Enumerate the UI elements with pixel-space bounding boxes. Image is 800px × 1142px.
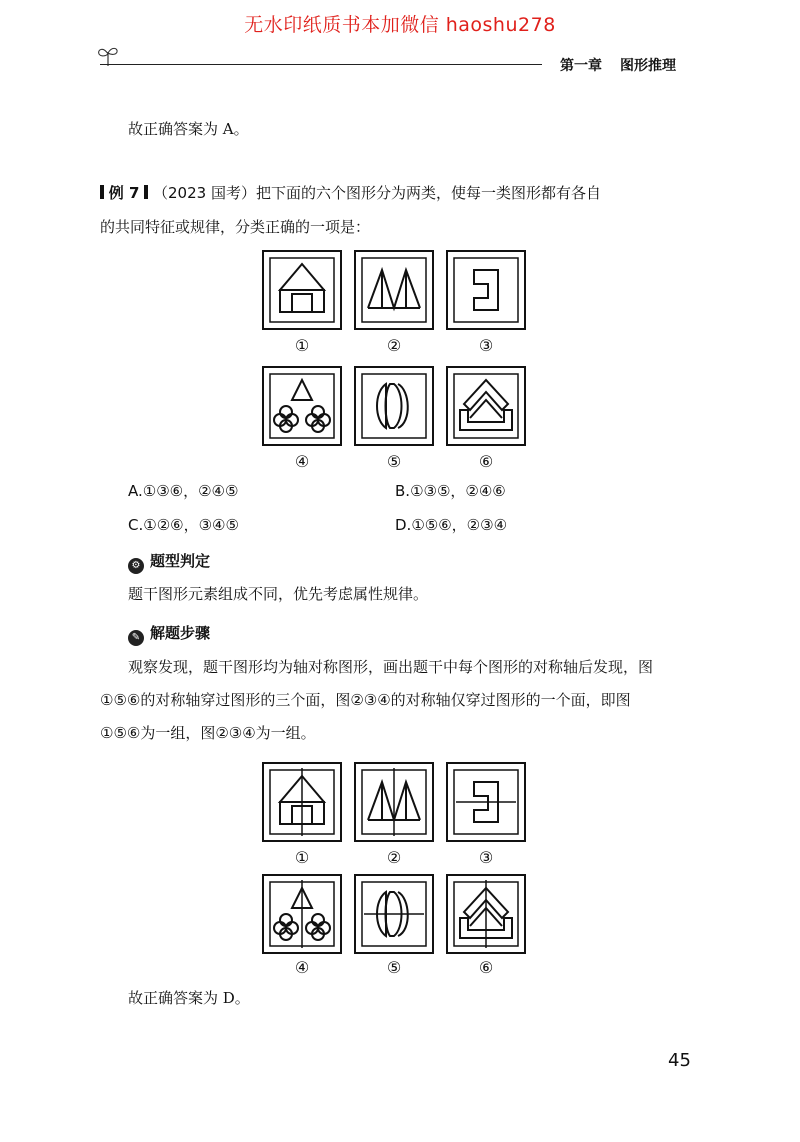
- figure-label-2: ②: [386, 336, 402, 355]
- bar-left: [100, 185, 104, 199]
- gear-icon: ⚙: [128, 558, 144, 574]
- type-judgment-text: 题干图形元素组成不同，优先考虑属性规律。: [128, 585, 429, 603]
- option-c-text: ①②⑥，③④⑤: [143, 516, 239, 534]
- option-a-text: ①③⑥，②④⑤: [142, 482, 239, 500]
- option-d-text: ①⑤⑥，②③④: [411, 516, 508, 534]
- header-rule: [100, 64, 542, 65]
- figure-6-chevrons-icon: [446, 366, 526, 446]
- question-figures: [262, 250, 532, 470]
- solution-line-2: ①⑤⑥的对称轴穿过图形的三个面，图②③④的对称轴仅穿过图形的一个面，即图: [100, 691, 631, 709]
- example-text-1: 把下面的六个图形分为两类，使每一类图形都有各自: [255, 184, 601, 202]
- figure-label-1: ①: [294, 336, 310, 355]
- example-line-1: [100, 183, 601, 203]
- figure-5-crescents-icon: [354, 366, 434, 446]
- bar-right: [144, 185, 148, 199]
- axis-figure-6-chevrons-icon: [446, 874, 526, 954]
- solution-line-3: ①⑤⑥为一组，图②③④为一组。: [100, 724, 316, 742]
- axis-figure-label-6: ⑥: [478, 958, 494, 977]
- watermark-text: 无水印纸质书本加微信 haoshu278: [244, 14, 556, 36]
- page-number: 45: [668, 1050, 691, 1071]
- pencil-icon: ✎: [128, 630, 144, 646]
- axis-figure-label-5: ⑤: [386, 958, 402, 977]
- option-d: [395, 514, 507, 535]
- chapter-label: 第一章: [560, 58, 602, 74]
- final-answer: 故正确答案为 D。: [128, 989, 250, 1007]
- solution-line-1: 观察发现，题干图形均为轴对称图形，画出题干中每个图形的对称轴后发现，图: [128, 658, 654, 676]
- axis-figure-label-3: ③: [478, 848, 494, 867]
- axis-figure-4-triangle-clouds-icon: [262, 874, 342, 954]
- option-c-letter: C.: [128, 516, 144, 534]
- axis-figure-label-1: ①: [294, 848, 310, 867]
- option-b-letter: B.: [395, 482, 411, 500]
- example-tag: 例 7: [108, 184, 140, 202]
- axis-figure-3-block-icon: [446, 762, 526, 842]
- type-judgment-heading: [128, 550, 210, 574]
- running-header: [560, 55, 676, 75]
- solution-heading: [128, 622, 210, 646]
- axis-figure-2-m-shape-icon: [354, 762, 434, 842]
- type-judgment-title: 题型判定: [150, 552, 211, 570]
- figure-1-house-icon: [262, 250, 342, 330]
- figure-4-triangle-clouds-icon: [262, 366, 342, 446]
- option-c: [128, 514, 239, 535]
- option-a-letter: A.: [128, 482, 143, 500]
- figure-label-5: ⑤: [386, 452, 402, 471]
- solution-title: 解题步骤: [150, 624, 211, 642]
- option-b: [395, 480, 506, 501]
- figure-label-6: ⑥: [478, 452, 494, 471]
- example-line-2: 的共同特征或规律，分类正确的一项是：: [100, 218, 371, 236]
- axis-figure-1-house-icon: [262, 762, 342, 842]
- option-b-text: ①③⑤，②④⑥: [410, 482, 506, 500]
- figure-label-3: ③: [478, 336, 494, 355]
- axis-figure-label-2: ②: [386, 848, 402, 867]
- section-label: 图形推理: [620, 58, 676, 74]
- option-d-letter: D.: [395, 516, 412, 534]
- axis-figure-label-4: ④: [294, 958, 310, 977]
- figure-3-block-icon: [446, 250, 526, 330]
- example-source: （2023 国考）: [153, 184, 256, 202]
- solution-figures: [262, 762, 532, 982]
- previous-answer: 故正确答案为 A。: [128, 120, 249, 138]
- axis-figure-5-crescents-icon: [354, 874, 434, 954]
- figure-label-4: ④: [294, 452, 310, 471]
- option-a: [128, 480, 238, 501]
- figure-2-m-shape-icon: [354, 250, 434, 330]
